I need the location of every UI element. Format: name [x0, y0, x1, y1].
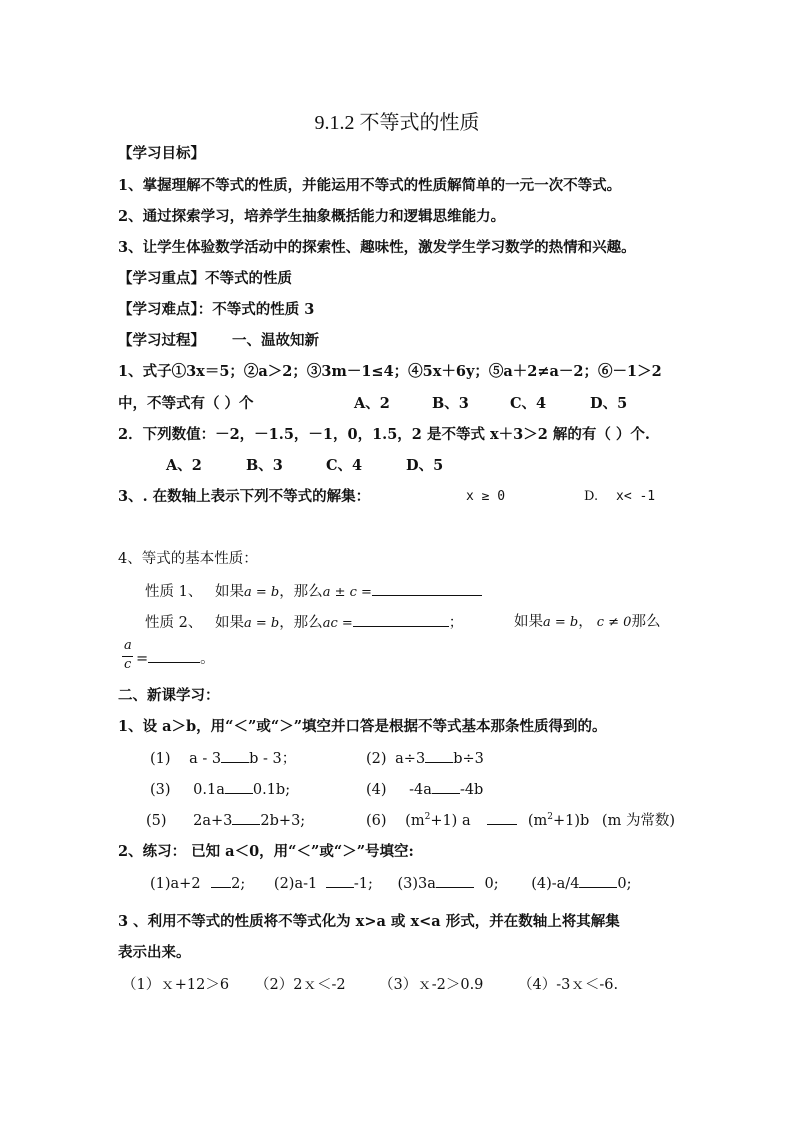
item-number: (5): [146, 813, 167, 829]
item-number: (4): [366, 782, 387, 798]
nl-q3-item-2: （2）2ｘ＜-2: [255, 977, 346, 993]
item-right: -4b: [459, 782, 484, 798]
answer-blank[interactable]: [436, 873, 474, 888]
q4-p2-cond: a = b: [243, 616, 280, 631]
q2-option-d: D、5: [406, 457, 444, 474]
item-left: (m: [405, 813, 425, 829]
nl-q1-item-4: [366, 779, 483, 800]
item-right: 0.1b;: [252, 782, 291, 798]
answer-blank[interactable]: [425, 748, 453, 763]
difficulty: 【学习难点】：不等式的性质 3: [118, 301, 315, 318]
q4-property-1: [145, 581, 482, 603]
q4-frac-num: a: [124, 638, 132, 653]
exercise-c-end: 0;: [484, 876, 499, 892]
nl-q3-item-3: （3）ｘ-2＞0.9: [379, 977, 484, 993]
exercise-c: (3)3a: [397, 876, 436, 892]
answer-blank[interactable]: [432, 779, 460, 794]
q3-item-b-label: D.: [584, 489, 599, 504]
key-point: 【学习重点】不等式的性质: [118, 270, 292, 287]
nl-q3-text-2: 表示出来。: [118, 944, 191, 961]
goals-header: 【学习目标】: [118, 145, 205, 162]
item-number: (2): [366, 751, 387, 767]
nl-q1-item-3: [150, 779, 290, 800]
q4-p1-then: ，那么: [279, 584, 323, 600]
item-right: 2b+3;: [260, 813, 306, 829]
item-number: (1): [150, 751, 171, 767]
q4-property-2b: [514, 612, 660, 633]
q4-p1-blank[interactable]: [372, 581, 482, 596]
q4-p2b-text: 如果: [514, 614, 543, 630]
q1-option-d: D、5: [590, 395, 628, 412]
q1-line2: 中，不等式有（ ）个: [118, 395, 254, 412]
item-left: -4a: [409, 782, 432, 798]
item-right-rest: +1)b: [552, 813, 590, 829]
exercise-a-end: 2;: [231, 876, 246, 892]
goal-item-2: 2、通过探索学习，培养学生抽象概括能力和逻辑思维能力。: [118, 208, 506, 225]
answer-blank[interactable]: [211, 873, 231, 888]
q4-p1-label: 性质 1、: [145, 584, 203, 600]
q4-p2-then: ，那么: [279, 615, 323, 631]
exponent: 2: [424, 812, 431, 823]
exercise-d: (4)-a/4: [531, 876, 580, 892]
exercise-d-end: 0;: [617, 876, 632, 892]
q4-p2-label: 性质 2、: [145, 615, 203, 631]
process-label: 【学习过程】: [118, 332, 205, 349]
process-section: 一、温故知新: [232, 332, 319, 349]
page-title: 9.1.2 不等式的性质: [314, 112, 480, 134]
q4-p2b-then: 那么: [631, 614, 661, 630]
q2-option-b: B、3: [246, 457, 283, 474]
q4-p2-sep: ；: [448, 615, 464, 631]
answer-blank[interactable]: [221, 748, 249, 763]
goal-item-1: 1、掌握理解不等式的性质，并能运用不等式的性质解简单的一元一次不等式。: [118, 177, 622, 194]
nl-q3-text-1: 3 、利用不等式的性质将不等式化为 x>a 或 x<a 形式，并在数轴上将其解集: [118, 913, 620, 930]
answer-blank[interactable]: [225, 779, 253, 794]
item-number: (3): [150, 782, 171, 798]
goal-item-3: 3、让学生体验数学活动中的探索性、趣味性，激发学生学习数学的热情和兴趣。: [118, 239, 636, 256]
q4-frac-end: 。: [200, 651, 215, 667]
nl-q1-item-6: [366, 810, 675, 831]
q4-frac-den: c: [124, 657, 132, 672]
item-left: a - 3: [189, 751, 222, 767]
q4-p2b-cond2: c ≠ 0: [596, 615, 632, 630]
item-right: b÷3: [453, 751, 484, 767]
q4-p2-text: 如果: [214, 615, 244, 631]
nl-q1-text: 1、设 a＞b，用“＜”或“＞”填空并口答是根据不等式基本那条性质得到的。: [118, 718, 607, 735]
q4-p1-cond: a = b: [243, 585, 280, 600]
nl-q2-items: [150, 873, 632, 894]
item-note: (m 为常数): [601, 813, 676, 829]
item-right: b - 3；: [249, 751, 297, 767]
nl-q3-item-1: （1）ｘ+12＞6: [122, 977, 230, 993]
q1-option-b: B、3: [432, 395, 469, 412]
item-left: 0.1a: [193, 782, 225, 798]
nl-q1-item-2: [366, 748, 484, 769]
q4-p1-expr: a ± c =: [322, 585, 372, 600]
answer-blank[interactable]: [232, 810, 260, 825]
exercise-b-end: -1;: [353, 876, 373, 892]
q4-frac-blank[interactable]: [148, 648, 200, 663]
nl-q1-item-5: [146, 810, 305, 831]
answer-blank[interactable]: [579, 873, 617, 888]
exercise-a: (1)a+2: [150, 876, 201, 892]
q3-item-b: x< -1: [616, 489, 656, 504]
q4-header: 4、等式的基本性质：: [118, 551, 258, 567]
q4-p2-blank[interactable]: [353, 612, 449, 627]
item-number: (6): [366, 813, 387, 829]
new-lesson-header: 二、新课学习：: [118, 687, 220, 704]
q1-option-c: C、4: [510, 395, 547, 412]
exercise-b: (2)a-1: [273, 876, 318, 892]
q4-p1-text: 如果: [214, 584, 244, 600]
exponent: 2: [547, 812, 553, 823]
q4-frac-eq: =: [136, 651, 149, 667]
item-left-rest: +1) a: [430, 813, 471, 829]
q1-line1: 1、式子①3x＝5；②a＞2；③3m－1≤4；④5x＋6y；⑤a＋2≠a－2；⑥－1＞2: [118, 363, 662, 380]
q4-property-2: [145, 612, 463, 634]
q2-line1: 2．下列数值：－2，－1.5，－1，0，1.5，2 是不等式 x＋3＞2 解的有（ ）个.: [118, 426, 650, 443]
item-left: a÷3: [395, 751, 426, 767]
q4-p2b-comma: ，: [578, 614, 593, 630]
nl-q2-text: 2、练习： 已知 a＜0，用“＜”或“＞”号填空:: [118, 843, 414, 860]
q3-text: 3、. 在数轴上表示下列不等式的解集：: [118, 488, 371, 505]
answer-blank[interactable]: [487, 810, 517, 825]
q1-option-a: A、2: [354, 395, 390, 412]
nl-q1-item-1: [150, 748, 296, 769]
q2-option-c: C、4: [326, 457, 363, 474]
item-right: (m: [527, 813, 548, 829]
q4-p2b-cond: a = b: [543, 615, 579, 630]
q4-p2-expr: ac =: [322, 616, 353, 631]
item-left: 2a+3: [193, 813, 233, 829]
q4-frac-answer: [136, 648, 215, 669]
q3-item-a: x ≥ 0: [466, 489, 506, 504]
nl-q3-item-4: （4）-3ｘ＜-6.: [518, 977, 619, 993]
q2-option-a: A、2: [166, 457, 202, 474]
answer-blank[interactable]: [326, 873, 354, 888]
